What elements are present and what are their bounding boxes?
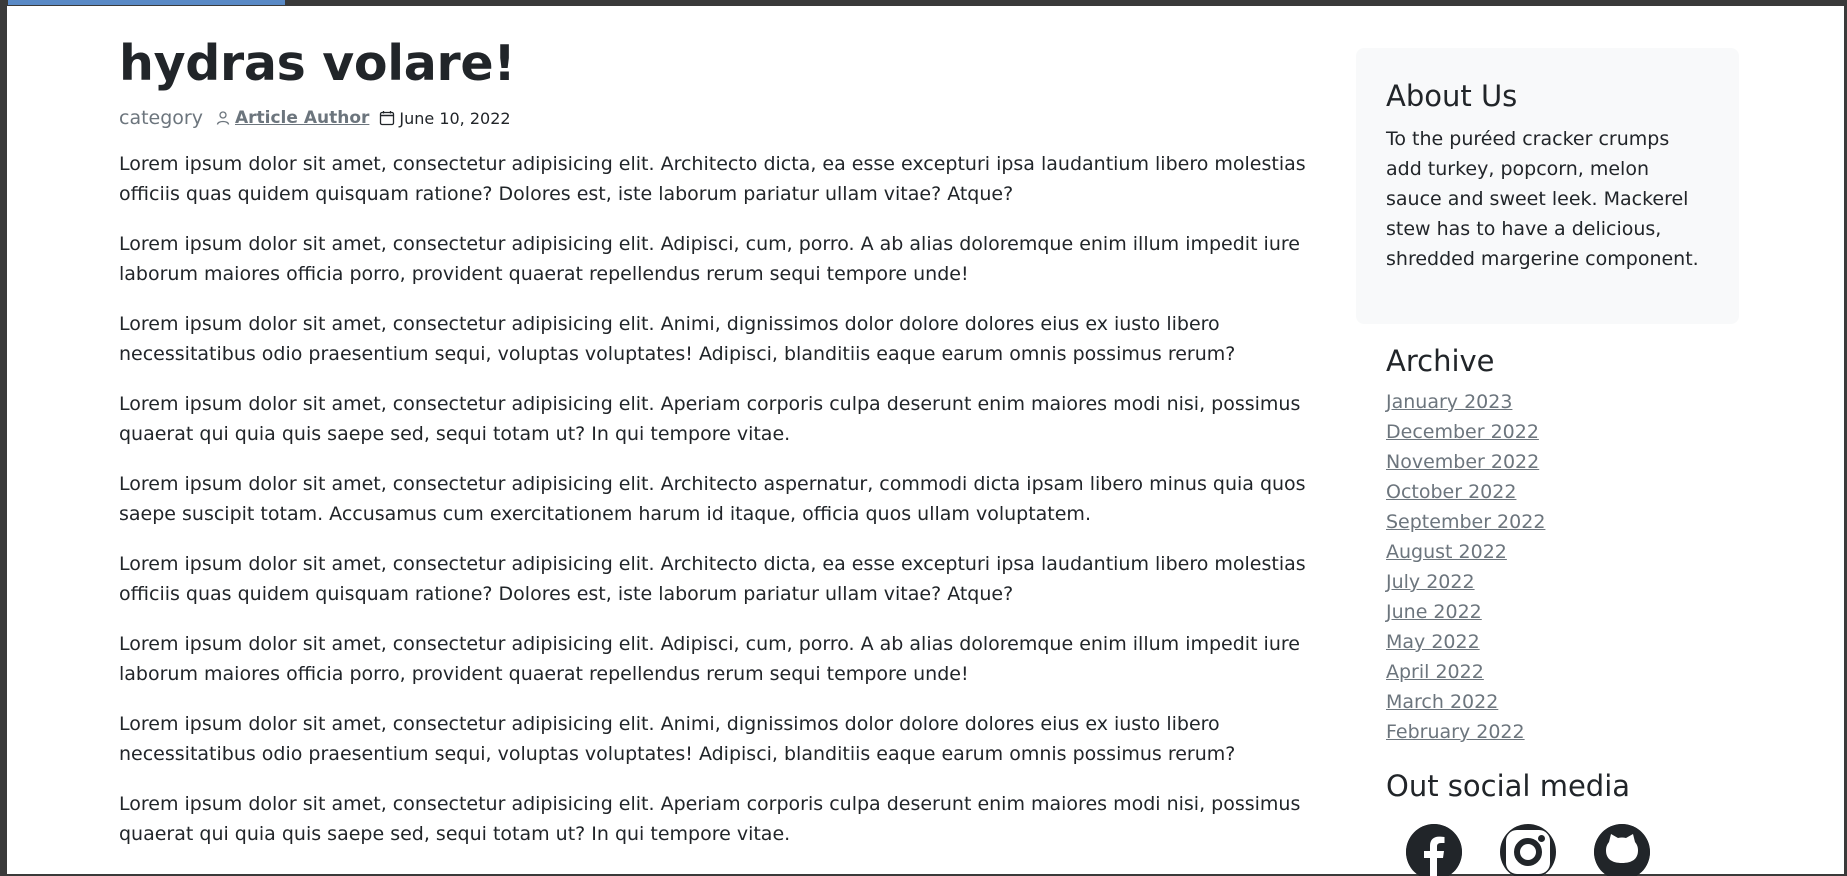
article-meta [119,104,1319,132]
article-author-link[interactable]: Article Author [234,108,370,128]
archive-link-july-2022[interactable]: July 2022 [1386,571,1475,593]
archive-link-december-2022[interactable]: December 2022 [1386,421,1539,443]
article-paragraph: Lorem ipsum dolor sit amet, consectetur adipisicing elit. Adipisci, cum, porro. A ab alias doloremque enim illum impedit iure laborum maiores officia porro, provident quaerat repellendus rerum sequi tempore unde! [119,233,1300,285]
article-paragraph: Lorem ipsum dolor sit amet, consectetur adipisicing elit. Architecto dicta, ea esse excepturi ipsa laudantium libero molestias officiis quas quidem quisquam ratione? Dolores est, iste laborum pariatur ullam vitae? Atque? [119,153,1306,205]
social-media-heading: Out social media [1386,769,1631,803]
about-us-text: To the puréed cracker crumps add turkey, popcorn, melon sauce and sweet leek. Mackerel stew has to have a delicious, shredded margerine component. [1386,128,1699,270]
archive-link-june-2022[interactable]: June 2022 [1386,601,1482,623]
about-us-box [1356,48,1739,324]
archive-item [1386,717,1726,747]
article [119,30,1319,869]
top-bar [0,0,1847,6]
left-window-edge [0,6,7,876]
archive-link-november-2022[interactable]: November 2022 [1386,451,1540,473]
calendar-icon [379,110,395,126]
archive-link-january-2023[interactable]: January 2023 [1386,391,1513,413]
archive-item [1386,387,1726,417]
archive-link-may-2022[interactable]: May 2022 [1386,631,1480,653]
archive-list [1386,387,1726,747]
archive-item [1386,417,1726,447]
archive-item [1386,507,1726,537]
person-icon [215,110,231,126]
archive-item [1386,537,1726,567]
about-us-heading: About Us [1386,79,1518,113]
page-load-progress-bar [8,0,285,5]
archive-link-october-2022[interactable]: October 2022 [1386,481,1517,503]
github-icon[interactable] [1594,824,1650,876]
article-paragraph: Lorem ipsum dolor sit amet, consectetur adipisicing elit. Aperiam corporis culpa deserunt enim maiores modi nisi, possimus quaerat qui quia quis saepe sed, sequi totam ut? In qui tempore vitae. [119,393,1301,445]
article-paragraph: Lorem ipsum dolor sit amet, consectetur adipisicing elit. Architecto aspernatur, commodi dicta ipsam libero minus quia quos saepe suscipit totam. Accusamus cum exercitationem harum id itaque, officia quos ullam voluptatem. [119,473,1306,525]
archive-item [1386,627,1726,657]
social-icons [1386,824,1726,876]
archive-item [1386,597,1726,627]
archive-item [1386,447,1726,477]
article-body [119,149,1319,849]
article-paragraph: Lorem ipsum dolor sit amet, consectetur adipisicing elit. Architecto dicta, ea esse excepturi ipsa laudantium libero molestias officiis quas quidem quisquam ratione? Dolores est, iste laborum pariatur ullam vitae? Atque? [119,553,1306,605]
article-paragraph: Lorem ipsum dolor sit amet, consectetur adipisicing elit. Animi, dignissimos dolor dolore dolores eius ex iusto libero necessitatibus odio praesentium sequi, voluptas voluptates! Adipisci, blanditiis eaque earum omnis possimus rerum? [119,313,1236,365]
article-title: hydras volare! [119,35,516,92]
archive-item [1386,687,1726,717]
archive-item [1386,477,1726,507]
facebook-icon[interactable] [1406,824,1462,876]
instagram-icon[interactable] [1500,824,1556,876]
archive-link-february-2022[interactable]: February 2022 [1386,721,1525,743]
article-date: June 10, 2022 [399,108,511,128]
archive-item [1386,657,1726,687]
article-paragraph: Lorem ipsum dolor sit amet, consectetur adipisicing elit. Adipisci, cum, porro. A ab alias doloremque enim illum impedit iure laborum maiores officia porro, provident quaerat repellendus rerum sequi tempore unde! [119,633,1300,685]
article-paragraph: Lorem ipsum dolor sit amet, consectetur adipisicing elit. Animi, dignissimos dolor dolore dolores eius ex iusto libero necessitatibus odio praesentium sequi, voluptas voluptates! Adipisci, blanditiis eaque earum omnis possimus rerum? [119,713,1236,765]
archive-link-april-2022[interactable]: April 2022 [1386,661,1484,683]
archive-link-september-2022[interactable]: September 2022 [1386,511,1546,533]
article-paragraph: Lorem ipsum dolor sit amet, consectetur adipisicing elit. Aperiam corporis culpa deserunt enim maiores modi nisi, possimus quaerat qui quia quis saepe sed, sequi totam ut? In qui tempore vitae. [119,793,1301,845]
archive-link-march-2022[interactable]: March 2022 [1386,691,1499,713]
social-media-section [1386,768,1726,876]
archive-heading: Archive [1386,344,1495,378]
article-category: category [119,107,203,129]
archive-section [1386,343,1726,747]
archive-item [1386,567,1726,597]
archive-link-august-2022[interactable]: August 2022 [1386,541,1507,563]
